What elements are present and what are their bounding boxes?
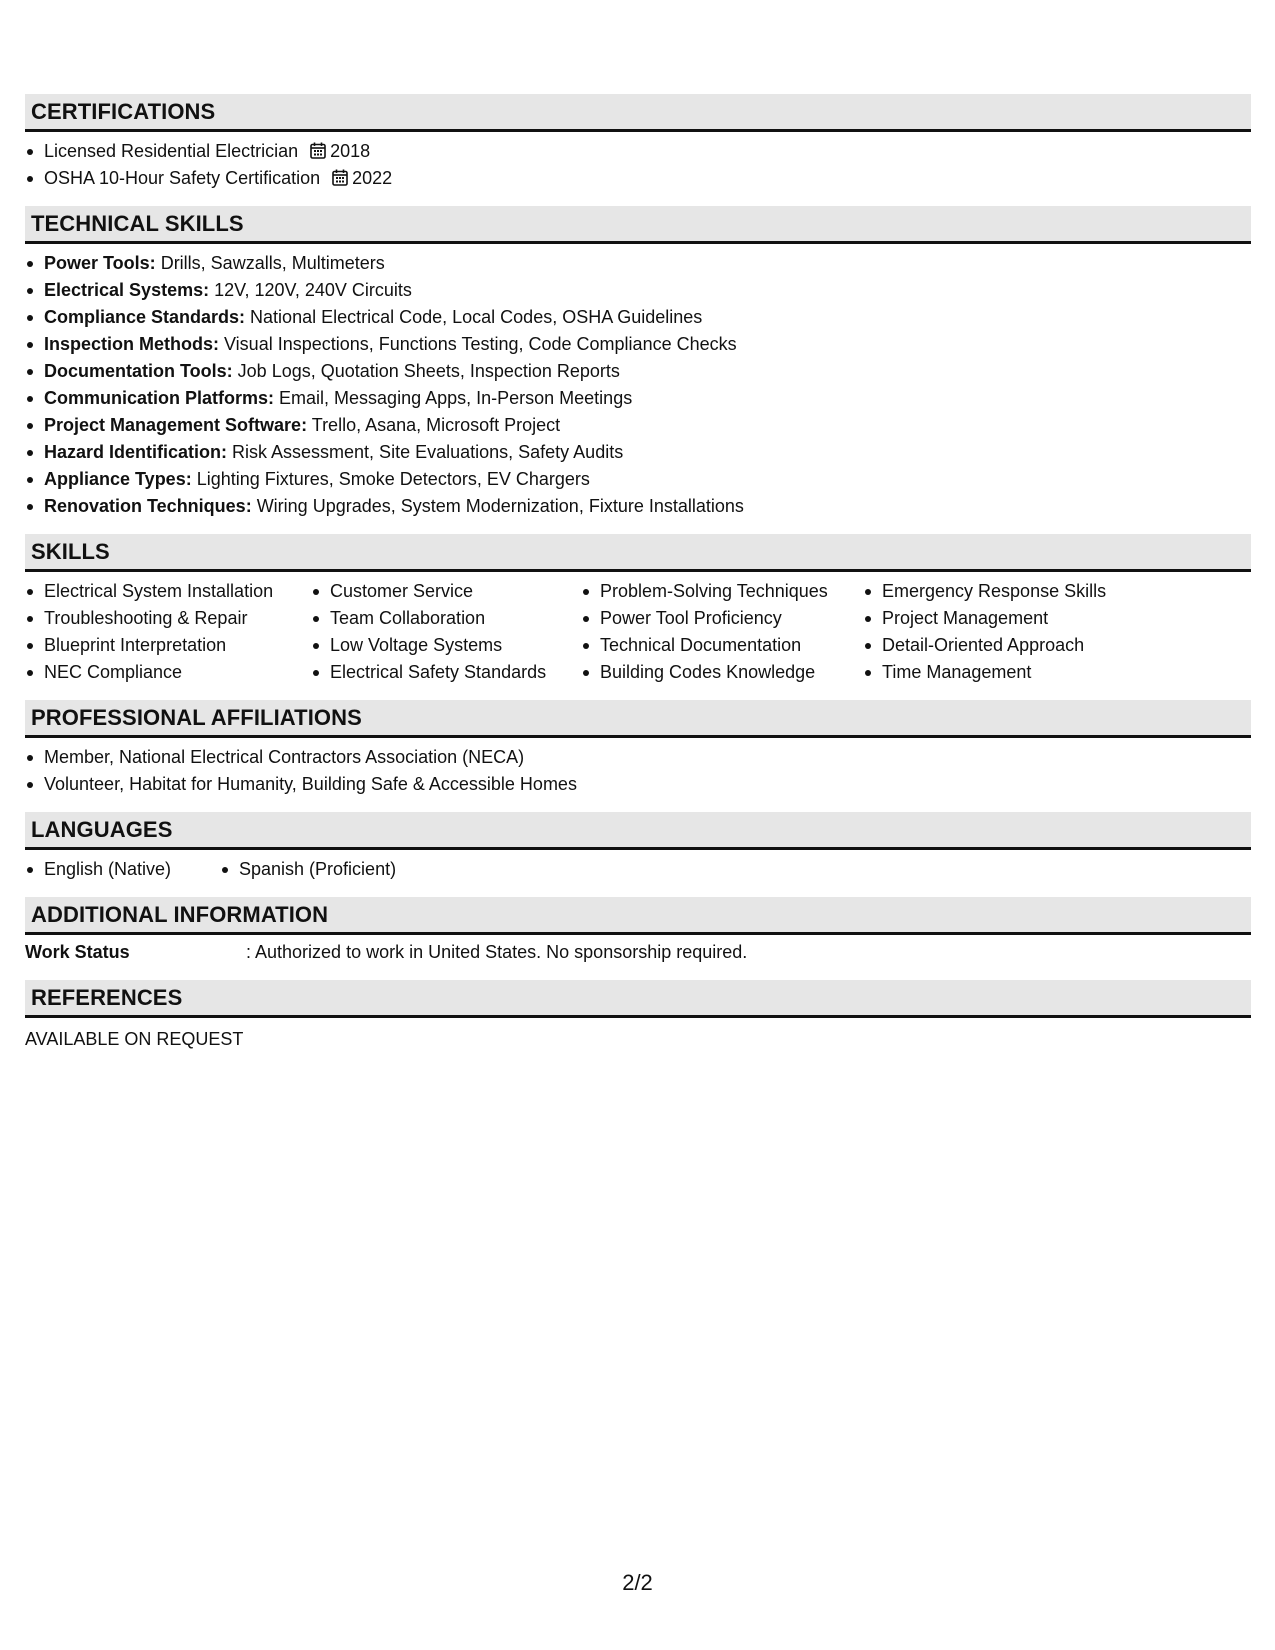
skill-values: Risk Assessment, Site Evaluations, Safety Audits	[227, 442, 624, 462]
certification-year: 2018	[330, 141, 371, 161]
list-item: Power Tool Proficiency	[581, 605, 863, 632]
list-item: English (Native)	[25, 856, 220, 883]
skills-column	[25, 578, 311, 686]
list-item	[25, 250, 1251, 277]
additional-info-heading: ADDITIONAL INFORMATION	[25, 897, 1251, 935]
certification-name: Licensed Residential Electrician	[44, 141, 299, 161]
skill-values: National Electrical Code, Local Codes, OSHA Guidelines	[245, 307, 703, 327]
skill-category: Hazard Identification:	[44, 442, 228, 462]
skills-column	[863, 578, 1143, 686]
list-item: Customer Service	[311, 578, 581, 605]
work-status-row	[25, 935, 1251, 980]
list-item: Project Management	[863, 605, 1143, 632]
list-item	[25, 466, 1251, 493]
skill-values: Lighting Fixtures, Smoke Detectors, EV Chargers	[191, 469, 590, 489]
affiliations-heading: PROFESSIONAL AFFILIATIONS	[25, 700, 1251, 738]
skills-column	[311, 578, 581, 686]
references-heading: REFERENCES	[25, 980, 1251, 1018]
skill-category: Documentation Tools:	[44, 361, 233, 381]
skill-values: Job Logs, Quotation Sheets, Inspection Reports	[232, 361, 620, 381]
skill-values: Trello, Asana, Microsoft Project	[307, 415, 561, 435]
list-item	[25, 138, 1251, 165]
skills-column	[581, 578, 863, 686]
list-item	[25, 331, 1251, 358]
list-item: NEC Compliance	[25, 659, 311, 686]
work-status-value: : Authorized to work in United States. No sponsorship required.	[246, 942, 748, 962]
list-item: Team Collaboration	[311, 605, 581, 632]
skills-grid	[25, 572, 1251, 700]
list-item: Electrical System Installation	[25, 578, 311, 605]
skill-category: Communication Platforms:	[44, 388, 275, 408]
skill-category: Renovation Techniques:	[44, 496, 252, 516]
work-status-label: Work Status	[25, 942, 130, 962]
skill-values: Drills, Sawzalls, Multimeters	[155, 253, 385, 273]
skills-section	[25, 534, 1251, 700]
list-item: Emergency Response Skills	[863, 578, 1143, 605]
languages-section	[25, 812, 1251, 897]
references-text: AVAILABLE ON REQUEST	[25, 1029, 244, 1049]
additional-info-section	[25, 897, 1251, 980]
certifications-list	[25, 132, 1251, 206]
list-item	[25, 385, 1251, 412]
technical-skills-section	[25, 206, 1251, 534]
list-item	[25, 412, 1251, 439]
skills-heading: SKILLS	[25, 534, 1251, 572]
certification-name: OSHA 10-Hour Safety Certification	[44, 168, 321, 188]
list-item	[25, 304, 1251, 331]
certification-year: 2022	[352, 168, 393, 188]
list-item: Low Voltage Systems	[311, 632, 581, 659]
skill-values: Wiring Upgrades, System Modernization, Fixture Installations	[251, 496, 744, 516]
skill-category: Power Tools:	[44, 253, 156, 273]
list-item: Blueprint Interpretation	[25, 632, 311, 659]
list-item: Building Codes Knowledge	[581, 659, 863, 686]
skill-category: Project Management Software:	[44, 415, 308, 435]
skill-category: Compliance Standards:	[44, 307, 246, 327]
languages-heading: LANGUAGES	[25, 812, 1251, 850]
page-number: 2/2	[622, 1570, 653, 1595]
affiliations-section	[25, 700, 1251, 812]
list-item	[25, 165, 1251, 192]
certifications-section	[25, 94, 1251, 206]
list-item	[25, 358, 1251, 385]
list-item: Volunteer, Habitat for Humanity, Building Safe & Accessible Homes	[25, 771, 1251, 798]
resume-page	[25, 94, 1251, 1053]
skill-category: Appliance Types:	[44, 469, 192, 489]
list-item	[25, 493, 1251, 520]
list-item: Member, National Electrical Contractors Association (NECA)	[25, 744, 1251, 771]
list-item: Detail-Oriented Approach	[863, 632, 1143, 659]
list-item: Troubleshooting & Repair	[25, 605, 311, 632]
references-section	[25, 980, 1251, 1053]
languages-list	[25, 850, 1251, 897]
skill-values: 12V, 120V, 240V Circuits	[209, 280, 412, 300]
technical-skills-heading: TECHNICAL SKILLS	[25, 206, 1251, 244]
list-item	[25, 277, 1251, 304]
technical-skills-list	[25, 244, 1251, 534]
calendar-icon	[310, 142, 326, 159]
list-item	[25, 439, 1251, 466]
list-item: Problem-Solving Techniques	[581, 578, 863, 605]
skill-values: Visual Inspections, Functions Testing, Code Compliance Checks	[219, 334, 737, 354]
certifications-heading: CERTIFICATIONS	[25, 94, 1251, 132]
skill-category: Electrical Systems:	[44, 280, 210, 300]
affiliations-list	[25, 738, 1251, 812]
list-item: Electrical Safety Standards	[311, 659, 581, 686]
list-item: Technical Documentation	[581, 632, 863, 659]
calendar-icon	[332, 169, 348, 186]
skill-values: Email, Messaging Apps, In-Person Meetings	[274, 388, 633, 408]
skill-category: Inspection Methods:	[44, 334, 219, 354]
list-item: Time Management	[863, 659, 1143, 686]
list-item: Spanish (Proficient)	[220, 856, 396, 883]
